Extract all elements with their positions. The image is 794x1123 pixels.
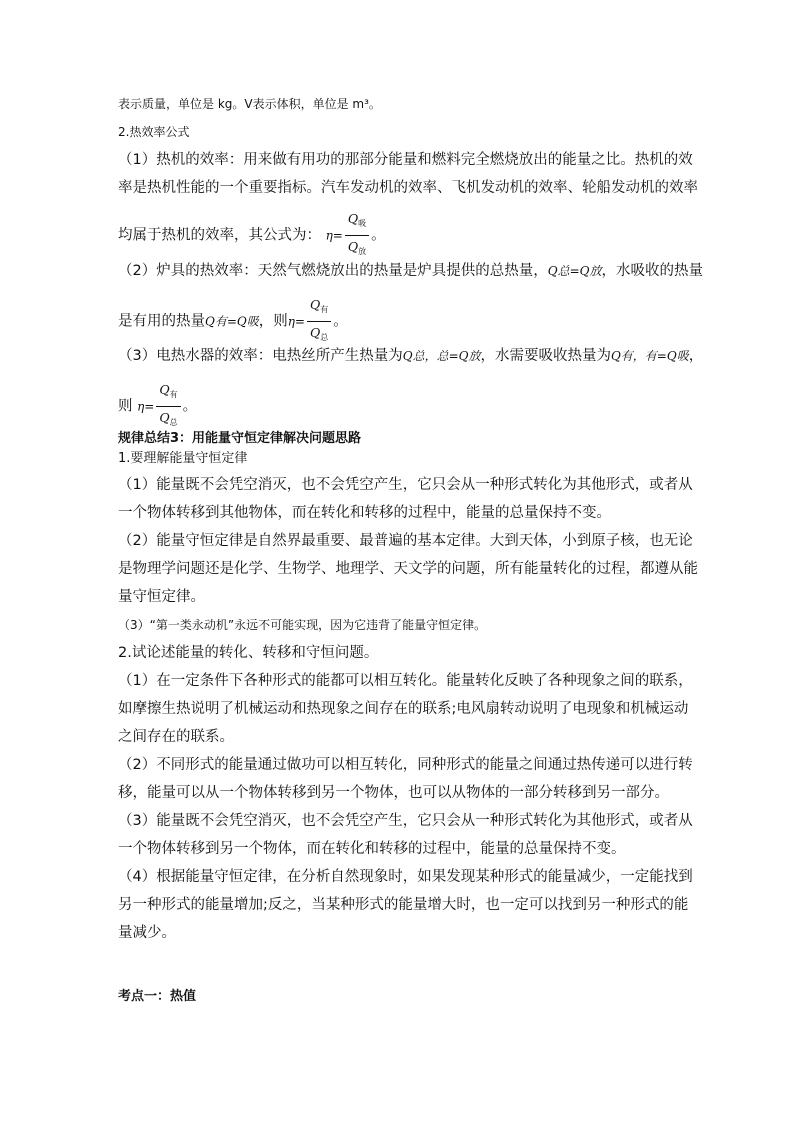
formula-end: 。 bbox=[371, 227, 386, 244]
rule-summary-heading: 规律总结3：用能量守恒定律解决问题思路 bbox=[118, 431, 362, 446]
eta-symbol: η= bbox=[287, 314, 305, 329]
paragraph-line: 如摩擦生热说明了机械运动和热现象之间存在的联系;电风扇转动说明了电现象和机械运动 bbox=[118, 701, 689, 717]
paragraph-line: （1）热机的效率：用来做有用功的那部分能量和燃料完全燃烧放出的能量之比。热机的效 bbox=[118, 152, 693, 168]
paragraph-line: 量守恒定律。 bbox=[118, 589, 205, 605]
paragraph-line: 一个物体转移到其他物体，而在转化和转移的过程中，能量的总量保持不变。 bbox=[118, 505, 611, 521]
section-title-heat-efficiency: 2.热效率公式 bbox=[118, 125, 190, 139]
subsection-title: 2.试论述能量的转化、转移和守恒问题。 bbox=[118, 645, 379, 661]
paragraph-line: （1）能量既不会凭空消灭，也不会凭空产生，它只会从一种形式转化为其他形式，或者从 bbox=[118, 477, 693, 493]
eta-symbol: η= bbox=[137, 399, 155, 414]
formula-inline: Q有=Q吸 bbox=[205, 314, 259, 329]
paragraph-line: 率是热机性能的一个重要指标。汽车发动机的效率、飞机发动机的效率、轮船发动机的效率 bbox=[118, 180, 698, 196]
fraction-denominator: $Q_总$ bbox=[159, 410, 178, 427]
paragraph-line: （3）“第一类永动机”永远不可能实现，因为它违背了能量守恒定律。 bbox=[118, 618, 487, 632]
paragraph-line: 量减少。 bbox=[118, 925, 176, 941]
formula-prefix: 均属于热机的效率，其公式为： bbox=[118, 227, 321, 244]
formula-inline: Q总=Q放 bbox=[547, 264, 602, 278]
paragraph-line: （2）炉具的热效率：天然气燃烧放出的热量是炉具提供的总热量，Q总=Q放，水吸收的热量 bbox=[118, 263, 703, 279]
paragraph-line: 一个物体转移到另一个物体，而在转化和转移的过程中，能量的总量保持不变。 bbox=[118, 841, 626, 857]
paragraph-line: （4）根据能量守恒定律，在分析自然现象时，如果发现某种形式的能量减少，一定能找到 bbox=[118, 869, 693, 885]
kaodian-heading: 考点一：热值 bbox=[118, 989, 197, 1004]
paragraph-line: 移，能量可以从一个物体转移到另一个物体，也可以从物体的一部分转移到另一部分。 bbox=[118, 785, 669, 801]
paragraph-line: 另一种形式的能量增加;反之，当某种形式的能量增大时，也一定可以找到另一种形式的能 bbox=[118, 897, 689, 913]
fraction-numerator: $Q_吸$ bbox=[345, 209, 369, 236]
intro-line: 表示质量，单位是 kg。V表示体积，单位是 m³。 bbox=[118, 97, 381, 111]
fraction-denominator: $Q_放$ bbox=[347, 239, 367, 256]
formula-line bbox=[118, 209, 386, 262]
paragraph-line: 之间存在的联系。 bbox=[118, 729, 234, 745]
eta-symbol: η= bbox=[325, 228, 343, 243]
fraction bbox=[307, 295, 331, 348]
paragraph-line: （1）在一定条件下各种形式的能都可以相互转化。能量转化反映了各种现象之间的联系， bbox=[118, 673, 693, 689]
formula-line: 是有用的热量Q有=Q吸，则η= $\frac{Q_有}{Q_总}$ 。 bbox=[118, 295, 348, 348]
subsection-title: 1.要理解能量守恒定律 bbox=[118, 451, 248, 466]
fraction bbox=[156, 380, 180, 433]
paragraph-line: （3）能量既不会凭空消灭，也不会凭空产生，它只会从一种形式转化为其他形式，或者从 bbox=[118, 813, 693, 829]
paragraph-line: （3）电热水器的效率：电热丝所产生热量为Q总，总=Q放，水需要吸收热量为Q有，有=Q吸， bbox=[118, 348, 704, 364]
paragraph-line: （2）能量守恒定律是自然界最重要、最普遍的基本定律。大到天体，小到原子核，也无论 bbox=[118, 533, 693, 549]
formula-inline: Q有，有=Q吸 bbox=[610, 349, 689, 363]
paragraph-line: （2）不同形式的能量通过做功可以相互转化，同种形式的能量之间通过热传递可以进行转 bbox=[118, 757, 693, 773]
formula-inline: Q总，总=Q放 bbox=[402, 349, 481, 363]
formula-line: 则 η= $\frac{Q_有}{Q_总}$ 。 bbox=[118, 380, 197, 433]
fraction-numerator: $Q_有$ bbox=[156, 380, 180, 407]
paragraph-line: 是物理学问题还是化学、生物学、地理学、天文学的问题，所有能量转化的过程，都遵从能 bbox=[118, 561, 698, 577]
fraction-numerator: $Q_有$ bbox=[307, 295, 331, 322]
fraction-denominator: $Q_总$ bbox=[309, 325, 329, 342]
fraction bbox=[345, 209, 369, 262]
